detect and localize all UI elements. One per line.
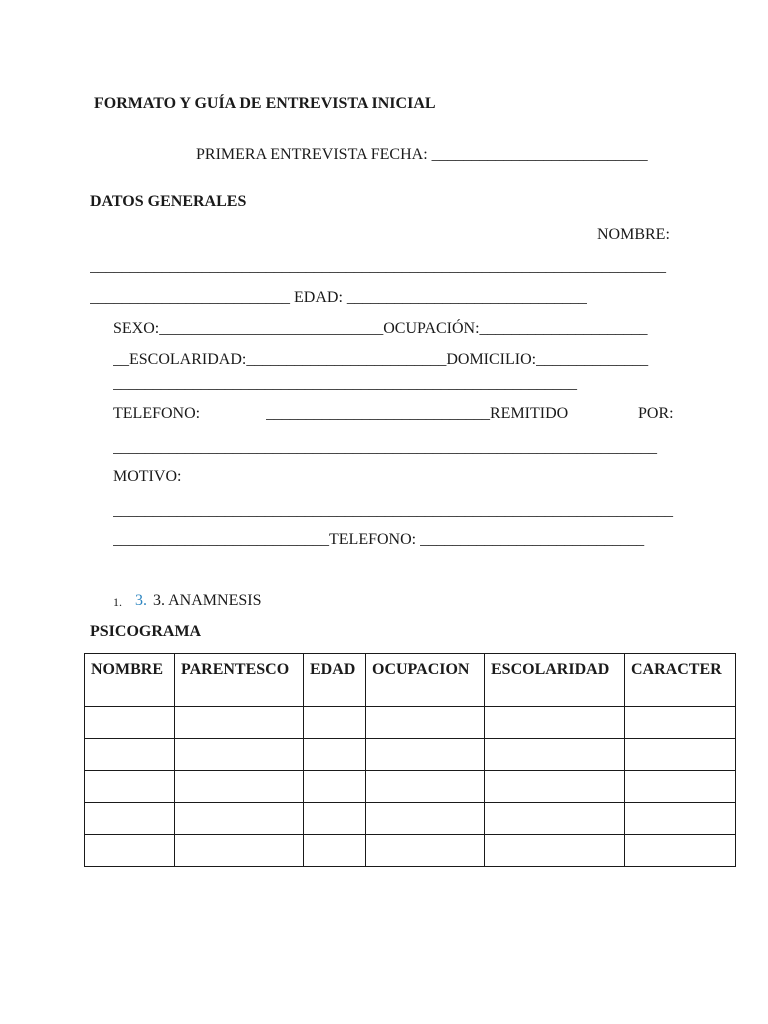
age-line: _________________________ EDAD: ______________________________ (90, 289, 587, 306)
list-number: 1. (113, 595, 122, 609)
table-row (85, 707, 736, 739)
address-continuation-line: __________________________________________________________ (113, 375, 577, 392)
anamnesis-heading: 3. ANAMNESIS (153, 592, 262, 609)
section-heading-psicograma: PSICOGRAMA (90, 623, 202, 640)
header-nombre: NOMBRE (85, 654, 175, 707)
phone-referred-line: ____________________________REMITIDO (266, 405, 569, 422)
table-cell[interactable] (175, 707, 304, 739)
contact-phone-line: ___________________________TELEFONO: ____________________________ (113, 531, 645, 548)
table-cell[interactable] (85, 803, 175, 835)
schooling-address-line: __ESCOLARIDAD:_________________________DOMICILIO:______________ (113, 351, 649, 368)
table-row (85, 771, 736, 803)
header-parentesco: PARENTESCO (175, 654, 304, 707)
table-header-row (85, 654, 736, 707)
table-cell[interactable] (485, 771, 625, 803)
table-cell[interactable] (85, 771, 175, 803)
table-cell[interactable] (175, 771, 304, 803)
psicograma-table (84, 653, 736, 867)
header-edad: EDAD (304, 654, 366, 707)
table-cell[interactable] (625, 835, 736, 867)
document-title: FORMATO Y GUÍA DE ENTREVISTA INICIAL (94, 95, 436, 112)
table-cell[interactable] (366, 739, 485, 771)
table-cell[interactable] (175, 835, 304, 867)
name-label: NOMBRE: (597, 226, 670, 243)
table-cell[interactable] (85, 739, 175, 771)
table-cell[interactable] (625, 771, 736, 803)
section-heading-general-data: DATOS GENERALES (90, 193, 247, 210)
referred-by-label: POR: (638, 405, 674, 422)
phone-label: TELEFONO: (113, 405, 201, 422)
table-cell[interactable] (304, 707, 366, 739)
header-ocupacion: OCUPACION (366, 654, 485, 707)
name-blank-line: ________________________________________________________________________ (90, 258, 666, 275)
header-caracter: CARACTER (625, 654, 736, 707)
table-row (85, 835, 736, 867)
first-interview-date-line: PRIMERA ENTREVISTA FECHA: ___________________________ (196, 146, 648, 163)
table-cell[interactable] (304, 803, 366, 835)
table-cell[interactable] (175, 739, 304, 771)
table-cell[interactable] (366, 835, 485, 867)
table-cell[interactable] (485, 835, 625, 867)
reason-blank-line: ______________________________________________________________________ (113, 502, 673, 519)
table-cell[interactable] (485, 803, 625, 835)
table-cell[interactable] (304, 771, 366, 803)
table-row (85, 803, 736, 835)
referred-by-blank-line: ____________________________________________________________________ (113, 439, 657, 456)
table-cell[interactable] (85, 835, 175, 867)
table-cell[interactable] (304, 835, 366, 867)
list-sub-number: 3. (135, 592, 147, 609)
sex-occupation-line: SEXO:____________________________OCUPACIÓN:_____________________ (113, 320, 648, 337)
table-cell[interactable] (366, 771, 485, 803)
table-cell[interactable] (366, 803, 485, 835)
header-escolaridad: ESCOLARIDAD (485, 654, 625, 707)
table-cell[interactable] (175, 803, 304, 835)
table-cell[interactable] (485, 707, 625, 739)
table-cell[interactable] (485, 739, 625, 771)
table-cell[interactable] (625, 707, 736, 739)
reason-label: MOTIVO: (113, 468, 182, 485)
table-cell[interactable] (304, 739, 366, 771)
table-row (85, 739, 736, 771)
table-cell[interactable] (625, 803, 736, 835)
table-cell[interactable] (85, 707, 175, 739)
table-cell[interactable] (625, 739, 736, 771)
table-cell[interactable] (366, 707, 485, 739)
